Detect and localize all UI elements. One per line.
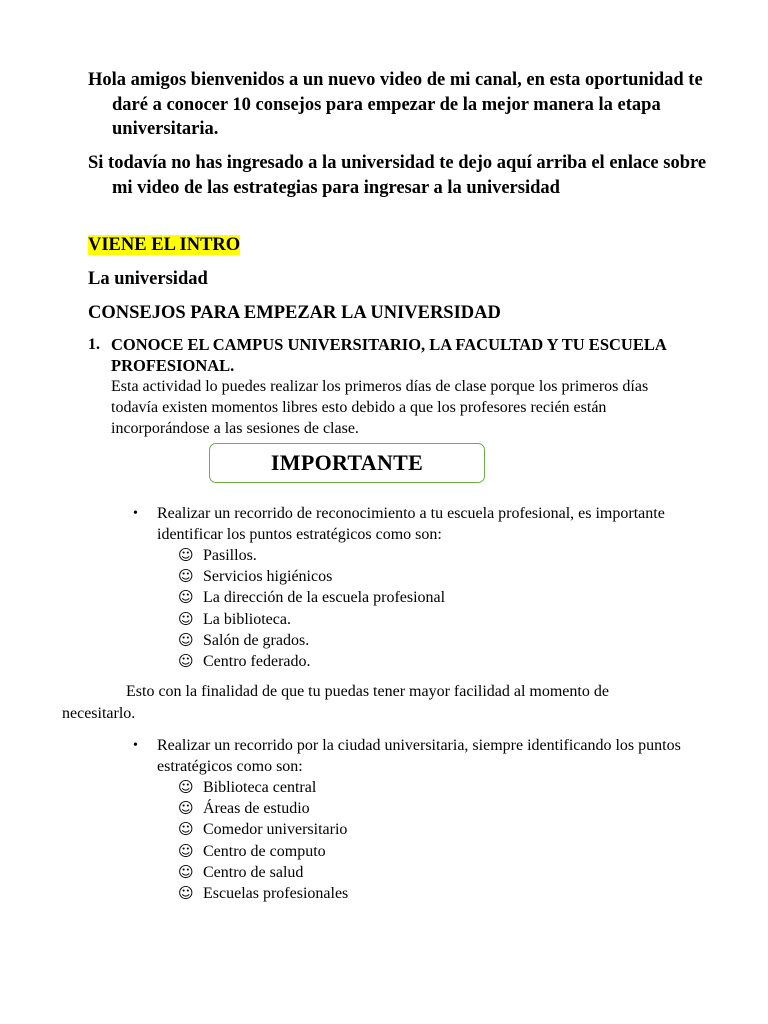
tip-1 — [88, 334, 688, 439]
smiley-icon: ☺ — [178, 862, 194, 881]
smiley-icon: ☺ — [178, 630, 194, 649]
intro-paragraph-1: Hola amigos bienvenidos a un nuevo video de mi canal, en esta oportunidad te daré a conocer 10 consejos para empezar de la mejor manera la etapa universitaria. — [88, 70, 703, 139]
list-item: ☺ La biblioteca. — [178, 609, 291, 628]
tip-title: CONOCE EL CAMPUS UNIVERSITARIO, LA FACULTAD Y TU ESCUELA PROFESIONAL. — [111, 335, 666, 375]
highlighted-text: VIENE EL INTRO — [88, 235, 241, 255]
list-item: ☺ Servicios higiénicos — [178, 567, 333, 586]
list-item: ☺ Salón de grados. — [178, 630, 310, 649]
list-item: ☺ Biblioteca central — [178, 778, 317, 796]
subheading: La universidad — [88, 269, 208, 289]
smiley-icon: ☺ — [178, 799, 194, 818]
bullet-text: Realizar un recorrido por la ciudad universitaria, siempre identificando los puntos estratégicos como son: — [157, 737, 681, 775]
bullet-text: Realizar un recorrido de reconocimiento a tu escuela profesional, es importante identificar los puntos estratégicos como son: — [157, 505, 665, 543]
list-item: ☺ Pasillos. — [178, 546, 257, 564]
tip-number: 1. — [88, 336, 100, 353]
list-item: ☺ Centro de computo — [178, 841, 326, 860]
smiley-icon: ☺ — [178, 841, 194, 860]
bullet-icon: • — [133, 738, 138, 753]
smiley-icon: ☺ — [178, 567, 194, 586]
smiley-icon: ☺ — [178, 546, 194, 564]
smiley-icon: ☺ — [178, 588, 194, 607]
important-callout-box: IMPORTANTE — [209, 443, 485, 483]
bullet-icon: • — [133, 506, 138, 521]
list-item: ☺ Áreas de estudio — [178, 799, 310, 818]
smiley-icon: ☺ — [178, 820, 194, 839]
smiley-icon: ☺ — [178, 884, 194, 903]
bullet-item-1 — [133, 503, 693, 672]
intro-paragraph-2: Si todavía no has ingresado a la universidad te dejo aquí arriba el enlace sobre mi video de las estrategias para ingresar a la universidad — [88, 153, 707, 198]
list-item: ☺ Centro federado. — [178, 652, 311, 671]
tip-description: Esta actividad lo puedes realizar los primeros días de clase porque los primeros días todavía existen momentos libres esto debido a que los profesores recién están incorporándose a las sesiones de clase. — [111, 378, 649, 437]
list-item: ☺ Escuelas profesionales — [178, 884, 349, 903]
list-item: ☺ Centro de salud — [178, 862, 304, 881]
body-paragraph: Esto con la finalidad de que tu puedas tener mayor facilidad al momento de necesitarlo. — [62, 683, 609, 722]
bullet-item-2 — [133, 735, 693, 904]
intro-cue-heading — [88, 233, 240, 257]
smiley-icon: ☺ — [178, 609, 194, 628]
section-heading: CONSEJOS PARA EMPEZAR LA UNIVERSIDAD — [88, 303, 501, 323]
list-item: ☺ Comedor universitario — [178, 820, 348, 839]
smiley-icon: ☺ — [178, 652, 194, 671]
smiley-list-1 — [133, 545, 693, 672]
smiley-list-2 — [133, 777, 693, 904]
list-item: ☺ La dirección de la escuela profesional — [178, 588, 446, 607]
smiley-icon: ☺ — [178, 778, 194, 796]
